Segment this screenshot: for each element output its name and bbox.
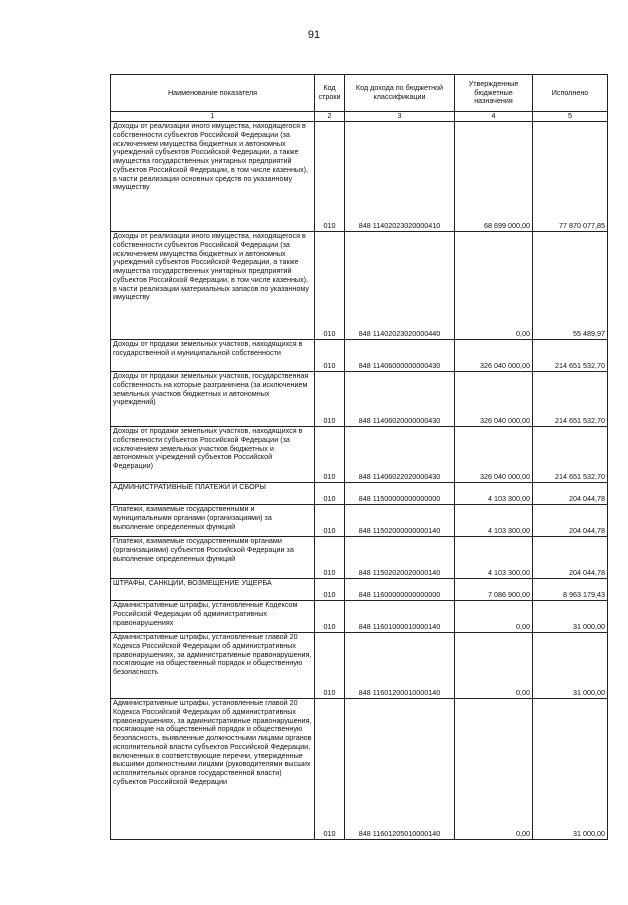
header-kbk: Код дохода по бюджетной классификации [345, 75, 455, 112]
row-executed: 55 489,97 [533, 232, 608, 340]
row-code: 010 [315, 537, 345, 579]
column-index: 2 [315, 112, 345, 122]
row-approved: 0,00 [455, 601, 533, 633]
row-kbk: 848 11402023020000410 [345, 122, 455, 232]
table-row [111, 699, 608, 840]
table-row [111, 232, 608, 340]
row-executed: 204 044,78 [533, 505, 608, 537]
column-index: 5 [533, 112, 608, 122]
row-name: АДМИНИСТРАТИВНЫЕ ПЛАТЕЖИ И СБОРЫ [111, 483, 315, 505]
row-code: 010 [315, 633, 345, 699]
row-approved: 326 040 000,00 [455, 340, 533, 372]
row-kbk: 848 11406022020000430 [345, 427, 455, 483]
row-name: Доходы от реализации иного имущества, находящегося в собственности субъектов Российской Федерации (за исключением имущества бюджетных и автономных учреждений субъектов Российской Федерации, а также имущества государственных унитарных предприятий субъектов Российской Федерации, в том числе казенных), в части реализации основных средств по указанному имуществу [111, 122, 315, 232]
row-code: 010 [315, 340, 345, 372]
row-name: Платежи, взимаемые государственными и муниципальными органами (организациями) за выполнение определенных функций [111, 505, 315, 537]
row-code: 010 [315, 122, 345, 232]
row-kbk: 848 11601200010000140 [345, 633, 455, 699]
row-executed: 77 870 077,85 [533, 122, 608, 232]
row-approved: 68 699 000,00 [455, 122, 533, 232]
column-index: 3 [345, 112, 455, 122]
table-row [111, 122, 608, 232]
row-approved: 0,00 [455, 699, 533, 840]
row-name: Административные штрафы, установленные Кодексом Российской Федерации об административных правонарушениях [111, 601, 315, 633]
table-row [111, 633, 608, 699]
row-code: 010 [315, 427, 345, 483]
row-name: Административные штрафы, установленные главой 20 Кодекса Российской Федерации об административных правонарушениях, за административные правонарушения, посягающие на общественный порядок и общественную безопасность, выявленные должностными лицами органов исполнительной власти субъектов Российской Федерации, включенных в соответствующие перечни, утвержденные высшими должностными лицами (руководителями высших исполнительных органов государственной власти) субъектов Российской Федерации [111, 699, 315, 840]
row-approved: 4 103 300,00 [455, 483, 533, 505]
row-code: 010 [315, 232, 345, 340]
table-row [111, 579, 608, 601]
row-kbk: 848 11406020000000430 [345, 372, 455, 427]
row-approved: 4 103 300,00 [455, 537, 533, 579]
revenue-table [110, 74, 608, 840]
row-kbk: 848 11601205010000140 [345, 699, 455, 840]
header-name: Наименование показателя [111, 75, 315, 112]
table-row [111, 372, 608, 427]
row-approved: 7 086 900,00 [455, 579, 533, 601]
row-executed: 31 000,00 [533, 699, 608, 840]
row-kbk: 848 11500000000000000 [345, 483, 455, 505]
column-index: 1 [111, 112, 315, 122]
column-index: 4 [455, 112, 533, 122]
row-name: Платежи, взимаемые государственными органами (организациями) субъектов Российской Федерации за выполнение определенных функций [111, 537, 315, 579]
row-executed: 204 044,78 [533, 537, 608, 579]
row-kbk: 848 11402023020000440 [345, 232, 455, 340]
header-approved: Утвержденные бюджетные назначения [455, 75, 533, 112]
row-name: Доходы от продажи земельных участков, находящихся в собственности субъектов Российской Федерации (за исключением земельных участков бюджетных и автономных учреждений субъектов Российской Федерации) [111, 427, 315, 483]
row-name: Доходы от продажи земельных участков, государственная собственность на которые разграничена (за исключением земельных участков бюджетных и автономных учреждений) [111, 372, 315, 427]
row-name: Административные штрафы, установленные главой 20 Кодекса Российской Федерации об административных правонарушениях, за административные правонарушения, посягающие на общественный порядок и общественную безопасность [111, 633, 315, 699]
header-executed: Исполнено [533, 75, 608, 112]
row-code: 010 [315, 601, 345, 633]
table-row [111, 505, 608, 537]
header-code: Код строки [315, 75, 345, 112]
row-executed: 31 000,00 [533, 633, 608, 699]
row-executed: 204 044,78 [533, 483, 608, 505]
column-index-row [111, 112, 608, 122]
row-code: 010 [315, 699, 345, 840]
row-name: ШТРАФЫ, САНКЦИИ, ВОЗМЕЩЕНИЕ УЩЕРБА [111, 579, 315, 601]
row-approved: 0,00 [455, 232, 533, 340]
row-code: 010 [315, 483, 345, 505]
row-name: Доходы от реализации иного имущества, находящегося в собственности субъектов Российской Федерации (за исключением имущества бюджетных и автономных учреждений субъектов Российской Федерации, а также имущества государственных унитарных предприятий субъектов Российской Федерации, в том числе казенных), в части реализации материальных запасов по указанному имуществу [111, 232, 315, 340]
row-executed: 8 963 179,43 [533, 579, 608, 601]
row-executed: 214 651 532,70 [533, 427, 608, 483]
row-kbk: 848 11502020020000140 [345, 537, 455, 579]
row-kbk: 848 11600000000000000 [345, 579, 455, 601]
row-kbk: 848 11601000010000140 [345, 601, 455, 633]
row-code: 010 [315, 372, 345, 427]
row-executed: 31 000,00 [533, 601, 608, 633]
row-kbk: 848 11502000000000140 [345, 505, 455, 537]
row-name: Доходы от продажи земельных участков, находящихся в государственной и муниципальной собственности [111, 340, 315, 372]
row-kbk: 848 11406000000000430 [345, 340, 455, 372]
table-header-row [111, 75, 608, 112]
row-code: 010 [315, 579, 345, 601]
row-approved: 326 040 000,00 [455, 372, 533, 427]
row-approved: 0,00 [455, 633, 533, 699]
table-row [111, 537, 608, 579]
table-row [111, 483, 608, 505]
row-executed: 214 651 532,70 [533, 340, 608, 372]
table-row [111, 340, 608, 372]
row-approved: 326 040 000,00 [455, 427, 533, 483]
row-executed: 214 651 532,70 [533, 372, 608, 427]
table-row [111, 601, 608, 633]
row-code: 010 [315, 505, 345, 537]
table-row [111, 427, 608, 483]
row-approved: 4 103 300,00 [455, 505, 533, 537]
page-number: 91 [307, 29, 321, 41]
